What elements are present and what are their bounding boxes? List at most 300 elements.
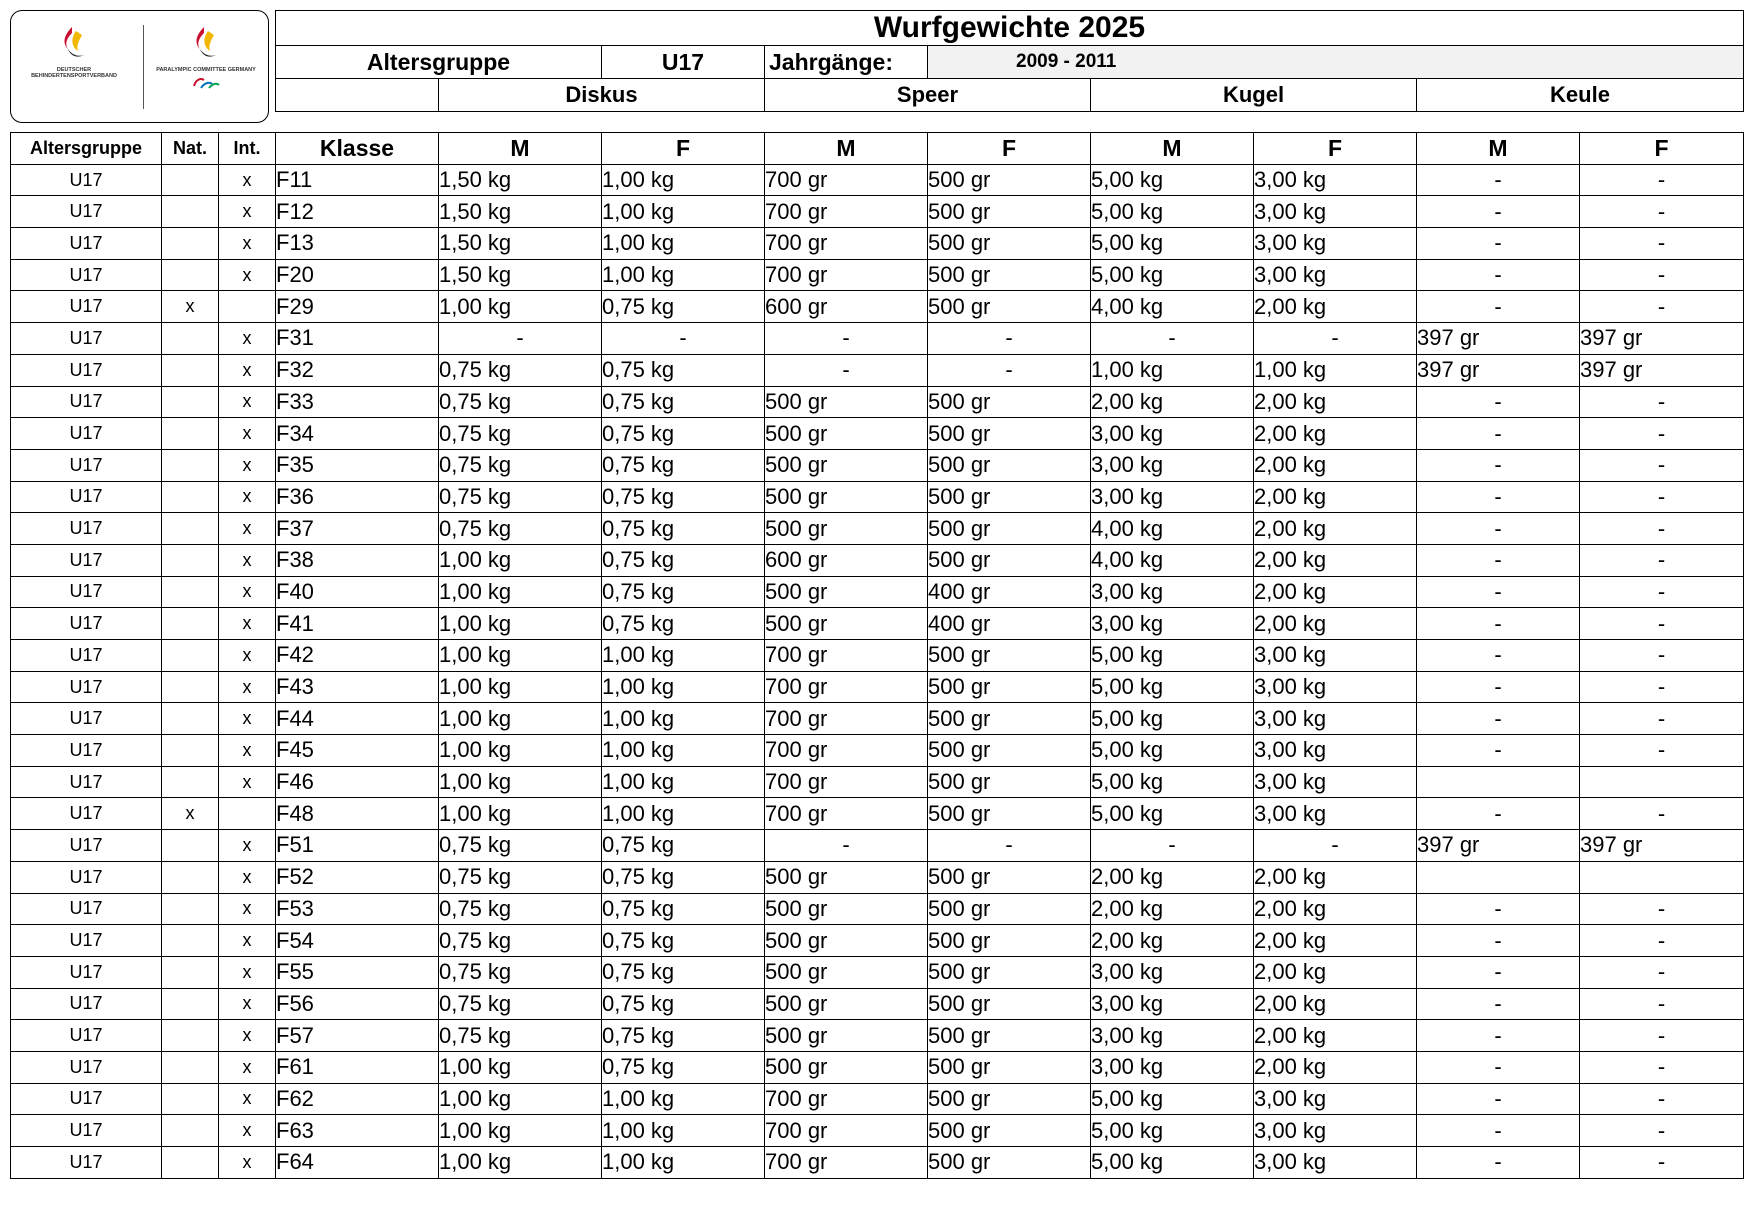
- cell-klasse: F33: [276, 386, 439, 418]
- cell-diskus-f: 0,75 kg: [602, 925, 765, 957]
- cell-diskus-f: 0,75 kg: [602, 830, 765, 862]
- cell-int: [219, 798, 276, 830]
- cell-diskus-m: 1,50 kg: [439, 196, 602, 228]
- cell-keule-m: -: [1417, 925, 1580, 957]
- cell-int: x: [219, 544, 276, 576]
- cell-altersgruppe: U17: [11, 1147, 162, 1179]
- cell-keule-f: -: [1580, 386, 1744, 418]
- cell-speer-m: 700 gr: [765, 735, 928, 767]
- cell-int: x: [219, 196, 276, 228]
- cell-kugel-f: 2,00 kg: [1254, 956, 1417, 988]
- group-kugel: Kugel: [1091, 79, 1417, 112]
- cell-int: x: [219, 766, 276, 798]
- cell-klasse: F40: [276, 576, 439, 608]
- cell-kugel-m: 3,00 kg: [1091, 956, 1254, 988]
- cell-klasse: F46: [276, 766, 439, 798]
- cell-kugel-m: 1,00 kg: [1091, 354, 1254, 386]
- cell-kugel-f: 3,00 kg: [1254, 1115, 1417, 1147]
- cell-int: x: [219, 449, 276, 481]
- cell-speer-m: 500 gr: [765, 513, 928, 545]
- cell-kugel-f: 2,00 kg: [1254, 449, 1417, 481]
- cell-kugel-f: 2,00 kg: [1254, 893, 1417, 925]
- cell-keule-f: -: [1580, 1083, 1744, 1115]
- cell-speer-m: 700 gr: [765, 259, 928, 291]
- cell-int: x: [219, 988, 276, 1020]
- cell-diskus-m: 0,75 kg: [439, 386, 602, 418]
- cell-int: x: [219, 608, 276, 640]
- cell-altersgruppe: U17: [11, 640, 162, 672]
- cell-altersgruppe: U17: [11, 1051, 162, 1083]
- agitos-icon: [191, 76, 221, 90]
- cell-nat: [162, 513, 219, 545]
- cell-diskus-f: 0,75 kg: [602, 893, 765, 925]
- cell-klasse: F55: [276, 956, 439, 988]
- cell-diskus-m: 1,00 kg: [439, 291, 602, 323]
- cell-kugel-f: 2,00 kg: [1254, 386, 1417, 418]
- cell-int: x: [219, 861, 276, 893]
- cell-diskus-m: 0,75 kg: [439, 925, 602, 957]
- cell-altersgruppe: U17: [11, 323, 162, 355]
- cell-kugel-m: 5,00 kg: [1091, 1115, 1254, 1147]
- npc-logo: [151, 15, 261, 115]
- cell-kugel-f: 3,00 kg: [1254, 259, 1417, 291]
- table-row: [11, 513, 1744, 545]
- cell-kugel-m: 5,00 kg: [1091, 228, 1254, 260]
- cell-speer-m: 500 gr: [765, 925, 928, 957]
- table-row: [11, 1020, 1744, 1052]
- cell-nat: [162, 323, 219, 355]
- cell-speer-m: 700 gr: [765, 798, 928, 830]
- cell-diskus-m: -: [439, 323, 602, 355]
- cell-altersgruppe: U17: [11, 513, 162, 545]
- cell-klasse: F20: [276, 259, 439, 291]
- cell-nat: [162, 481, 219, 513]
- cell-keule-f: 397 gr: [1580, 830, 1744, 862]
- cell-int: x: [219, 481, 276, 513]
- cell-altersgruppe: U17: [11, 830, 162, 862]
- cell-keule-f: -: [1580, 449, 1744, 481]
- cell-keule-m: -: [1417, 1147, 1580, 1179]
- cell-kugel-m: 2,00 kg: [1091, 861, 1254, 893]
- table-row: [11, 671, 1744, 703]
- cell-diskus-f: 1,00 kg: [602, 640, 765, 672]
- cell-klasse: F56: [276, 988, 439, 1020]
- group-keule: Keule: [1417, 79, 1744, 112]
- cell-nat: [162, 418, 219, 450]
- cell-altersgruppe: U17: [11, 608, 162, 640]
- cell-keule-m: -: [1417, 544, 1580, 576]
- table-row: [11, 576, 1744, 608]
- cell-keule-f: -: [1580, 798, 1744, 830]
- cell-diskus-f: -: [602, 323, 765, 355]
- cell-diskus-f: 0,75 kg: [602, 861, 765, 893]
- cell-klasse: F44: [276, 703, 439, 735]
- cell-speer-f: 500 gr: [928, 386, 1091, 418]
- cell-altersgruppe: U17: [11, 481, 162, 513]
- cell-int: x: [219, 1020, 276, 1052]
- cell-kugel-m: 3,00 kg: [1091, 481, 1254, 513]
- page-title: Wurfgewichte 2025: [276, 11, 1744, 46]
- cell-kugel-f: 3,00 kg: [1254, 1147, 1417, 1179]
- cell-speer-f: 500 gr: [928, 196, 1091, 228]
- cell-klasse: F12: [276, 196, 439, 228]
- cell-keule-f: -: [1580, 671, 1744, 703]
- jahrgaenge-value: 2009 - 2011: [928, 46, 1744, 79]
- cell-diskus-f: 1,00 kg: [602, 1115, 765, 1147]
- table-row: [11, 354, 1744, 386]
- cell-altersgruppe: U17: [11, 196, 162, 228]
- cell-kugel-f: 3,00 kg: [1254, 766, 1417, 798]
- table-row: [11, 830, 1744, 862]
- table-row: [11, 893, 1744, 925]
- cell-speer-m: 500 gr: [765, 988, 928, 1020]
- altersgruppe-label: Altersgruppe: [276, 46, 602, 79]
- cell-keule-f: -: [1580, 291, 1744, 323]
- table-row: [11, 861, 1744, 893]
- cell-kugel-m: 5,00 kg: [1091, 798, 1254, 830]
- cell-klasse: F36: [276, 481, 439, 513]
- cell-kugel-f: 3,00 kg: [1254, 164, 1417, 196]
- cell-nat: [162, 1051, 219, 1083]
- cell-speer-m: 700 gr: [765, 766, 928, 798]
- table-row: [11, 228, 1744, 260]
- table-row: [11, 925, 1744, 957]
- cell-kugel-m: 3,00 kg: [1091, 988, 1254, 1020]
- cell-speer-m: 500 gr: [765, 1020, 928, 1052]
- cell-diskus-m: 1,00 kg: [439, 1083, 602, 1115]
- cell-speer-f: 500 gr: [928, 1083, 1091, 1115]
- cell-kugel-m: -: [1091, 830, 1254, 862]
- cell-nat: [162, 1020, 219, 1052]
- cell-altersgruppe: U17: [11, 354, 162, 386]
- cell-diskus-f: 1,00 kg: [602, 766, 765, 798]
- cell-speer-m: 700 gr: [765, 1083, 928, 1115]
- altersgruppe-value: U17: [602, 46, 765, 79]
- cell-speer-m: -: [765, 323, 928, 355]
- cell-keule-f: 397 gr: [1580, 354, 1744, 386]
- cell-nat: x: [162, 291, 219, 323]
- table-row: [11, 1147, 1744, 1179]
- cell-keule-m: -: [1417, 1020, 1580, 1052]
- cell-keule-m: -: [1417, 608, 1580, 640]
- col-header-altersgruppe: Altersgruppe: [11, 133, 162, 165]
- cell-kugel-m: 2,00 kg: [1091, 925, 1254, 957]
- cell-klasse: F42: [276, 640, 439, 672]
- table-row: [11, 1051, 1744, 1083]
- cell-kugel-f: 3,00 kg: [1254, 798, 1417, 830]
- cell-nat: [162, 576, 219, 608]
- cell-diskus-f: 0,75 kg: [602, 1051, 765, 1083]
- table-row: [11, 323, 1744, 355]
- cell-speer-f: 500 gr: [928, 1051, 1091, 1083]
- cell-speer-m: 600 gr: [765, 544, 928, 576]
- cell-keule-f: -: [1580, 608, 1744, 640]
- cell-int: x: [219, 1083, 276, 1115]
- cell-kugel-m: 4,00 kg: [1091, 291, 1254, 323]
- cell-altersgruppe: U17: [11, 925, 162, 957]
- cell-klasse: F57: [276, 1020, 439, 1052]
- table-row: [11, 291, 1744, 323]
- cell-int: x: [219, 354, 276, 386]
- cell-diskus-m: 1,00 kg: [439, 703, 602, 735]
- cell-diskus-f: 0,75 kg: [602, 956, 765, 988]
- cell-kugel-f: 3,00 kg: [1254, 196, 1417, 228]
- cell-nat: [162, 228, 219, 260]
- cell-keule-f: -: [1580, 1147, 1744, 1179]
- cell-kugel-f: 2,00 kg: [1254, 1051, 1417, 1083]
- cell-int: [219, 291, 276, 323]
- cell-speer-f: 500 gr: [928, 1147, 1091, 1179]
- weights-table: [10, 132, 1744, 1179]
- cell-klasse: F31: [276, 323, 439, 355]
- cell-altersgruppe: U17: [11, 735, 162, 767]
- cell-diskus-f: 0,75 kg: [602, 386, 765, 418]
- cell-speer-f: -: [928, 323, 1091, 355]
- cell-speer-f: 500 gr: [928, 893, 1091, 925]
- cell-keule-f: -: [1580, 544, 1744, 576]
- cell-diskus-m: 1,00 kg: [439, 798, 602, 830]
- table-row: [11, 386, 1744, 418]
- cell-diskus-m: 1,00 kg: [439, 766, 602, 798]
- cell-diskus-f: 1,00 kg: [602, 196, 765, 228]
- cell-speer-m: 600 gr: [765, 291, 928, 323]
- cell-diskus-f: 1,00 kg: [602, 164, 765, 196]
- cell-nat: [162, 1115, 219, 1147]
- flame-icon: [186, 25, 226, 63]
- cell-kugel-m: 3,00 kg: [1091, 449, 1254, 481]
- cell-speer-m: 700 gr: [765, 703, 928, 735]
- col-header-diskus-m: M: [439, 133, 602, 165]
- cell-speer-m: 500 gr: [765, 386, 928, 418]
- cell-diskus-f: 0,75 kg: [602, 988, 765, 1020]
- cell-int: x: [219, 1147, 276, 1179]
- cell-kugel-m: 5,00 kg: [1091, 1147, 1254, 1179]
- cell-kugel-m: 5,00 kg: [1091, 766, 1254, 798]
- cell-altersgruppe: U17: [11, 1083, 162, 1115]
- cell-speer-f: -: [928, 354, 1091, 386]
- cell-altersgruppe: U17: [11, 259, 162, 291]
- cell-diskus-f: 0,75 kg: [602, 354, 765, 386]
- cell-speer-m: 700 gr: [765, 228, 928, 260]
- cell-kugel-m: 5,00 kg: [1091, 259, 1254, 291]
- cell-speer-m: 700 gr: [765, 196, 928, 228]
- group-diskus: Diskus: [439, 79, 765, 112]
- cell-speer-f: 500 gr: [928, 671, 1091, 703]
- cell-nat: [162, 544, 219, 576]
- cell-keule-f: -: [1580, 164, 1744, 196]
- cell-altersgruppe: U17: [11, 1115, 162, 1147]
- cell-diskus-m: 0,75 kg: [439, 830, 602, 862]
- logo-divider: [143, 25, 144, 109]
- dbs-caption: DEUTSCHER BEHINDERTENSPORTVERBAND: [31, 67, 117, 79]
- flame-icon: [54, 25, 94, 63]
- cell-altersgruppe: U17: [11, 766, 162, 798]
- cell-diskus-f: 0,75 kg: [602, 576, 765, 608]
- cell-keule-m: -: [1417, 1051, 1580, 1083]
- cell-keule-m: -: [1417, 386, 1580, 418]
- cell-int: x: [219, 386, 276, 418]
- cell-speer-f: 500 gr: [928, 291, 1091, 323]
- cell-altersgruppe: U17: [11, 703, 162, 735]
- cell-diskus-m: 1,00 kg: [439, 544, 602, 576]
- cell-diskus-f: 0,75 kg: [602, 544, 765, 576]
- cell-altersgruppe: U17: [11, 798, 162, 830]
- header-table: [275, 10, 1744, 112]
- cell-nat: [162, 956, 219, 988]
- cell-speer-f: -: [928, 830, 1091, 862]
- table-row: [11, 449, 1744, 481]
- cell-keule-m: -: [1417, 988, 1580, 1020]
- cell-keule-m: -: [1417, 228, 1580, 260]
- cell-diskus-f: 1,00 kg: [602, 703, 765, 735]
- cell-kugel-f: 3,00 kg: [1254, 228, 1417, 260]
- cell-int: x: [219, 893, 276, 925]
- cell-kugel-m: 3,00 kg: [1091, 608, 1254, 640]
- cell-keule-m: -: [1417, 798, 1580, 830]
- cell-keule-f: -: [1580, 418, 1744, 450]
- table-row: [11, 735, 1744, 767]
- cell-diskus-m: 0,75 kg: [439, 418, 602, 450]
- cell-keule-f: 397 gr: [1580, 323, 1744, 355]
- cell-diskus-m: 0,75 kg: [439, 354, 602, 386]
- cell-nat: [162, 640, 219, 672]
- cell-kugel-m: 5,00 kg: [1091, 671, 1254, 703]
- cell-diskus-m: 1,50 kg: [439, 228, 602, 260]
- cell-nat: [162, 766, 219, 798]
- table-row: [11, 703, 1744, 735]
- cell-keule-m: -: [1417, 513, 1580, 545]
- cell-kugel-f: 2,00 kg: [1254, 418, 1417, 450]
- cell-nat: [162, 830, 219, 862]
- cell-keule-f: -: [1580, 988, 1744, 1020]
- cell-diskus-m: 0,75 kg: [439, 513, 602, 545]
- cell-speer-m: 500 gr: [765, 1051, 928, 1083]
- cell-klasse: F45: [276, 735, 439, 767]
- cell-nat: [162, 1147, 219, 1179]
- cell-keule-f: -: [1580, 481, 1744, 513]
- cell-nat: [162, 354, 219, 386]
- cell-kugel-f: 2,00 kg: [1254, 291, 1417, 323]
- cell-diskus-m: 0,75 kg: [439, 481, 602, 513]
- cell-nat: [162, 703, 219, 735]
- cell-speer-f: 500 gr: [928, 988, 1091, 1020]
- cell-klasse: F41: [276, 608, 439, 640]
- table-row: [11, 1115, 1744, 1147]
- cell-nat: x: [162, 798, 219, 830]
- col-header-kugel-m: M: [1091, 133, 1254, 165]
- table-row: [11, 481, 1744, 513]
- cell-nat: [162, 893, 219, 925]
- cell-nat: [162, 671, 219, 703]
- cell-speer-f: 500 gr: [928, 513, 1091, 545]
- cell-kugel-f: 2,00 kg: [1254, 925, 1417, 957]
- cell-kugel-f: 3,00 kg: [1254, 735, 1417, 767]
- cell-kugel-m: 2,00 kg: [1091, 893, 1254, 925]
- cell-kugel-m: 2,00 kg: [1091, 386, 1254, 418]
- cell-diskus-m: 0,75 kg: [439, 861, 602, 893]
- cell-speer-f: 500 gr: [928, 1115, 1091, 1147]
- cell-int: x: [219, 576, 276, 608]
- cell-diskus-m: 1,00 kg: [439, 1147, 602, 1179]
- cell-keule-m: -: [1417, 418, 1580, 450]
- cell-kugel-f: 1,00 kg: [1254, 354, 1417, 386]
- cell-keule-m: 397 gr: [1417, 830, 1580, 862]
- cell-int: x: [219, 640, 276, 672]
- col-header-diskus-f: F: [602, 133, 765, 165]
- cell-diskus-f: 1,00 kg: [602, 259, 765, 291]
- cell-speer-m: 500 gr: [765, 861, 928, 893]
- cell-nat: [162, 988, 219, 1020]
- cell-keule-m: [1417, 766, 1580, 798]
- cell-int: x: [219, 671, 276, 703]
- cell-nat: [162, 164, 219, 196]
- cell-nat: [162, 196, 219, 228]
- cell-diskus-m: 1,00 kg: [439, 576, 602, 608]
- cell-nat: [162, 386, 219, 418]
- cell-diskus-f: 1,00 kg: [602, 671, 765, 703]
- cell-kugel-f: 3,00 kg: [1254, 703, 1417, 735]
- cell-keule-m: -: [1417, 893, 1580, 925]
- cell-keule-f: -: [1580, 1020, 1744, 1052]
- cell-altersgruppe: U17: [11, 576, 162, 608]
- cell-keule-m: -: [1417, 640, 1580, 672]
- cell-nat: [162, 449, 219, 481]
- cell-nat: [162, 735, 219, 767]
- cell-speer-m: 700 gr: [765, 1115, 928, 1147]
- cell-keule-f: -: [1580, 1051, 1744, 1083]
- cell-altersgruppe: U17: [11, 544, 162, 576]
- cell-klasse: F34: [276, 418, 439, 450]
- cell-int: x: [219, 703, 276, 735]
- cell-kugel-m: 5,00 kg: [1091, 164, 1254, 196]
- cell-keule-m: -: [1417, 1115, 1580, 1147]
- cell-speer-f: 500 gr: [928, 1020, 1091, 1052]
- cell-int: x: [219, 513, 276, 545]
- cell-kugel-f: 3,00 kg: [1254, 671, 1417, 703]
- cell-kugel-m: 5,00 kg: [1091, 1083, 1254, 1115]
- cell-speer-f: 500 gr: [928, 956, 1091, 988]
- table-row: [11, 988, 1744, 1020]
- cell-diskus-m: 1,00 kg: [439, 735, 602, 767]
- col-header-klasse: Klasse: [276, 133, 439, 165]
- cell-keule-m: -: [1417, 449, 1580, 481]
- cell-klasse: F62: [276, 1083, 439, 1115]
- cell-speer-f: 400 gr: [928, 576, 1091, 608]
- cell-diskus-f: 1,00 kg: [602, 735, 765, 767]
- cell-speer-f: 500 gr: [928, 481, 1091, 513]
- cell-kugel-f: 2,00 kg: [1254, 576, 1417, 608]
- cell-kugel-f: 2,00 kg: [1254, 481, 1417, 513]
- cell-kugel-m: 5,00 kg: [1091, 640, 1254, 672]
- cell-speer-m: 500 gr: [765, 449, 928, 481]
- cell-klasse: F63: [276, 1115, 439, 1147]
- cell-keule-f: [1580, 861, 1744, 893]
- cell-altersgruppe: U17: [11, 228, 162, 260]
- cell-speer-m: -: [765, 354, 928, 386]
- cell-int: x: [219, 164, 276, 196]
- cell-altersgruppe: U17: [11, 988, 162, 1020]
- cell-klasse: F35: [276, 449, 439, 481]
- cell-diskus-f: 0,75 kg: [602, 418, 765, 450]
- cell-diskus-f: 0,75 kg: [602, 481, 765, 513]
- cell-nat: [162, 925, 219, 957]
- cell-speer-m: 500 gr: [765, 481, 928, 513]
- cell-keule-f: [1580, 766, 1744, 798]
- cell-diskus-f: 0,75 kg: [602, 449, 765, 481]
- cell-klasse: F32: [276, 354, 439, 386]
- cell-keule-m: -: [1417, 735, 1580, 767]
- cell-klasse: F64: [276, 1147, 439, 1179]
